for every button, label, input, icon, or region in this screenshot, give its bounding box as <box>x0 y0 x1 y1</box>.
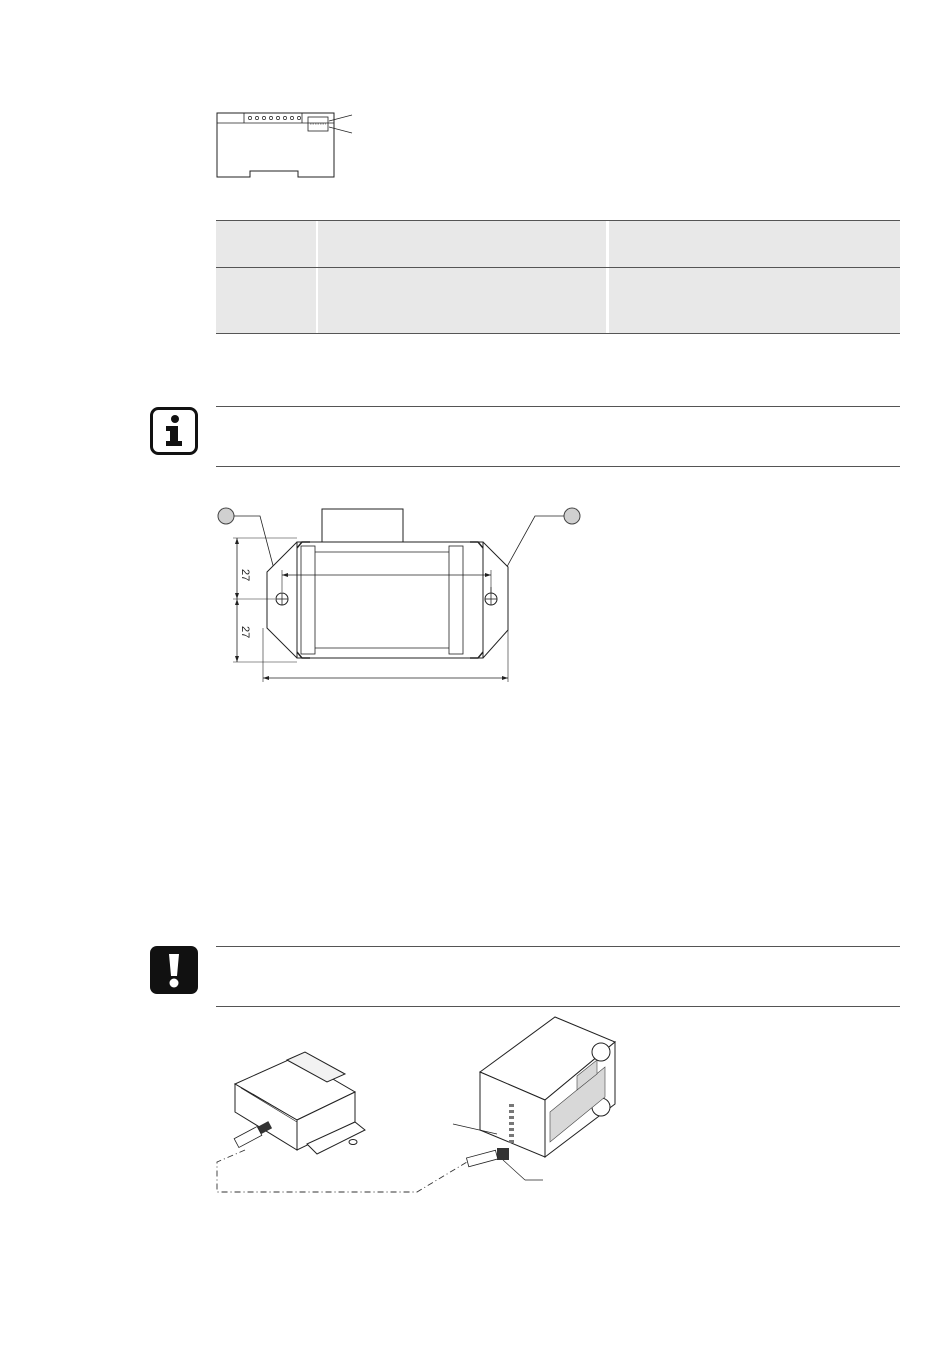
table-cell <box>609 221 900 267</box>
dimension-label-lower: 27 <box>239 626 251 639</box>
connector-board-diagram <box>210 105 360 185</box>
info-icon <box>150 407 198 455</box>
note-top-rule <box>216 946 900 947</box>
note-top-rule <box>216 406 900 407</box>
mounting-dimension-drawing <box>205 500 605 690</box>
table-cell <box>216 221 316 267</box>
table-row <box>216 221 900 267</box>
table-cell <box>318 268 606 333</box>
table-cell <box>216 268 316 333</box>
exclamation-icon <box>150 946 198 994</box>
table-row <box>216 268 900 333</box>
note-bottom-rule <box>216 466 900 467</box>
note-bottom-rule <box>216 1006 900 1007</box>
dimension-label-upper: 27 <box>239 569 251 582</box>
table-cell <box>609 268 900 333</box>
cable-connection-illustration <box>205 1012 625 1202</box>
table-bottom-rule <box>216 333 900 334</box>
table-cell <box>318 221 606 267</box>
